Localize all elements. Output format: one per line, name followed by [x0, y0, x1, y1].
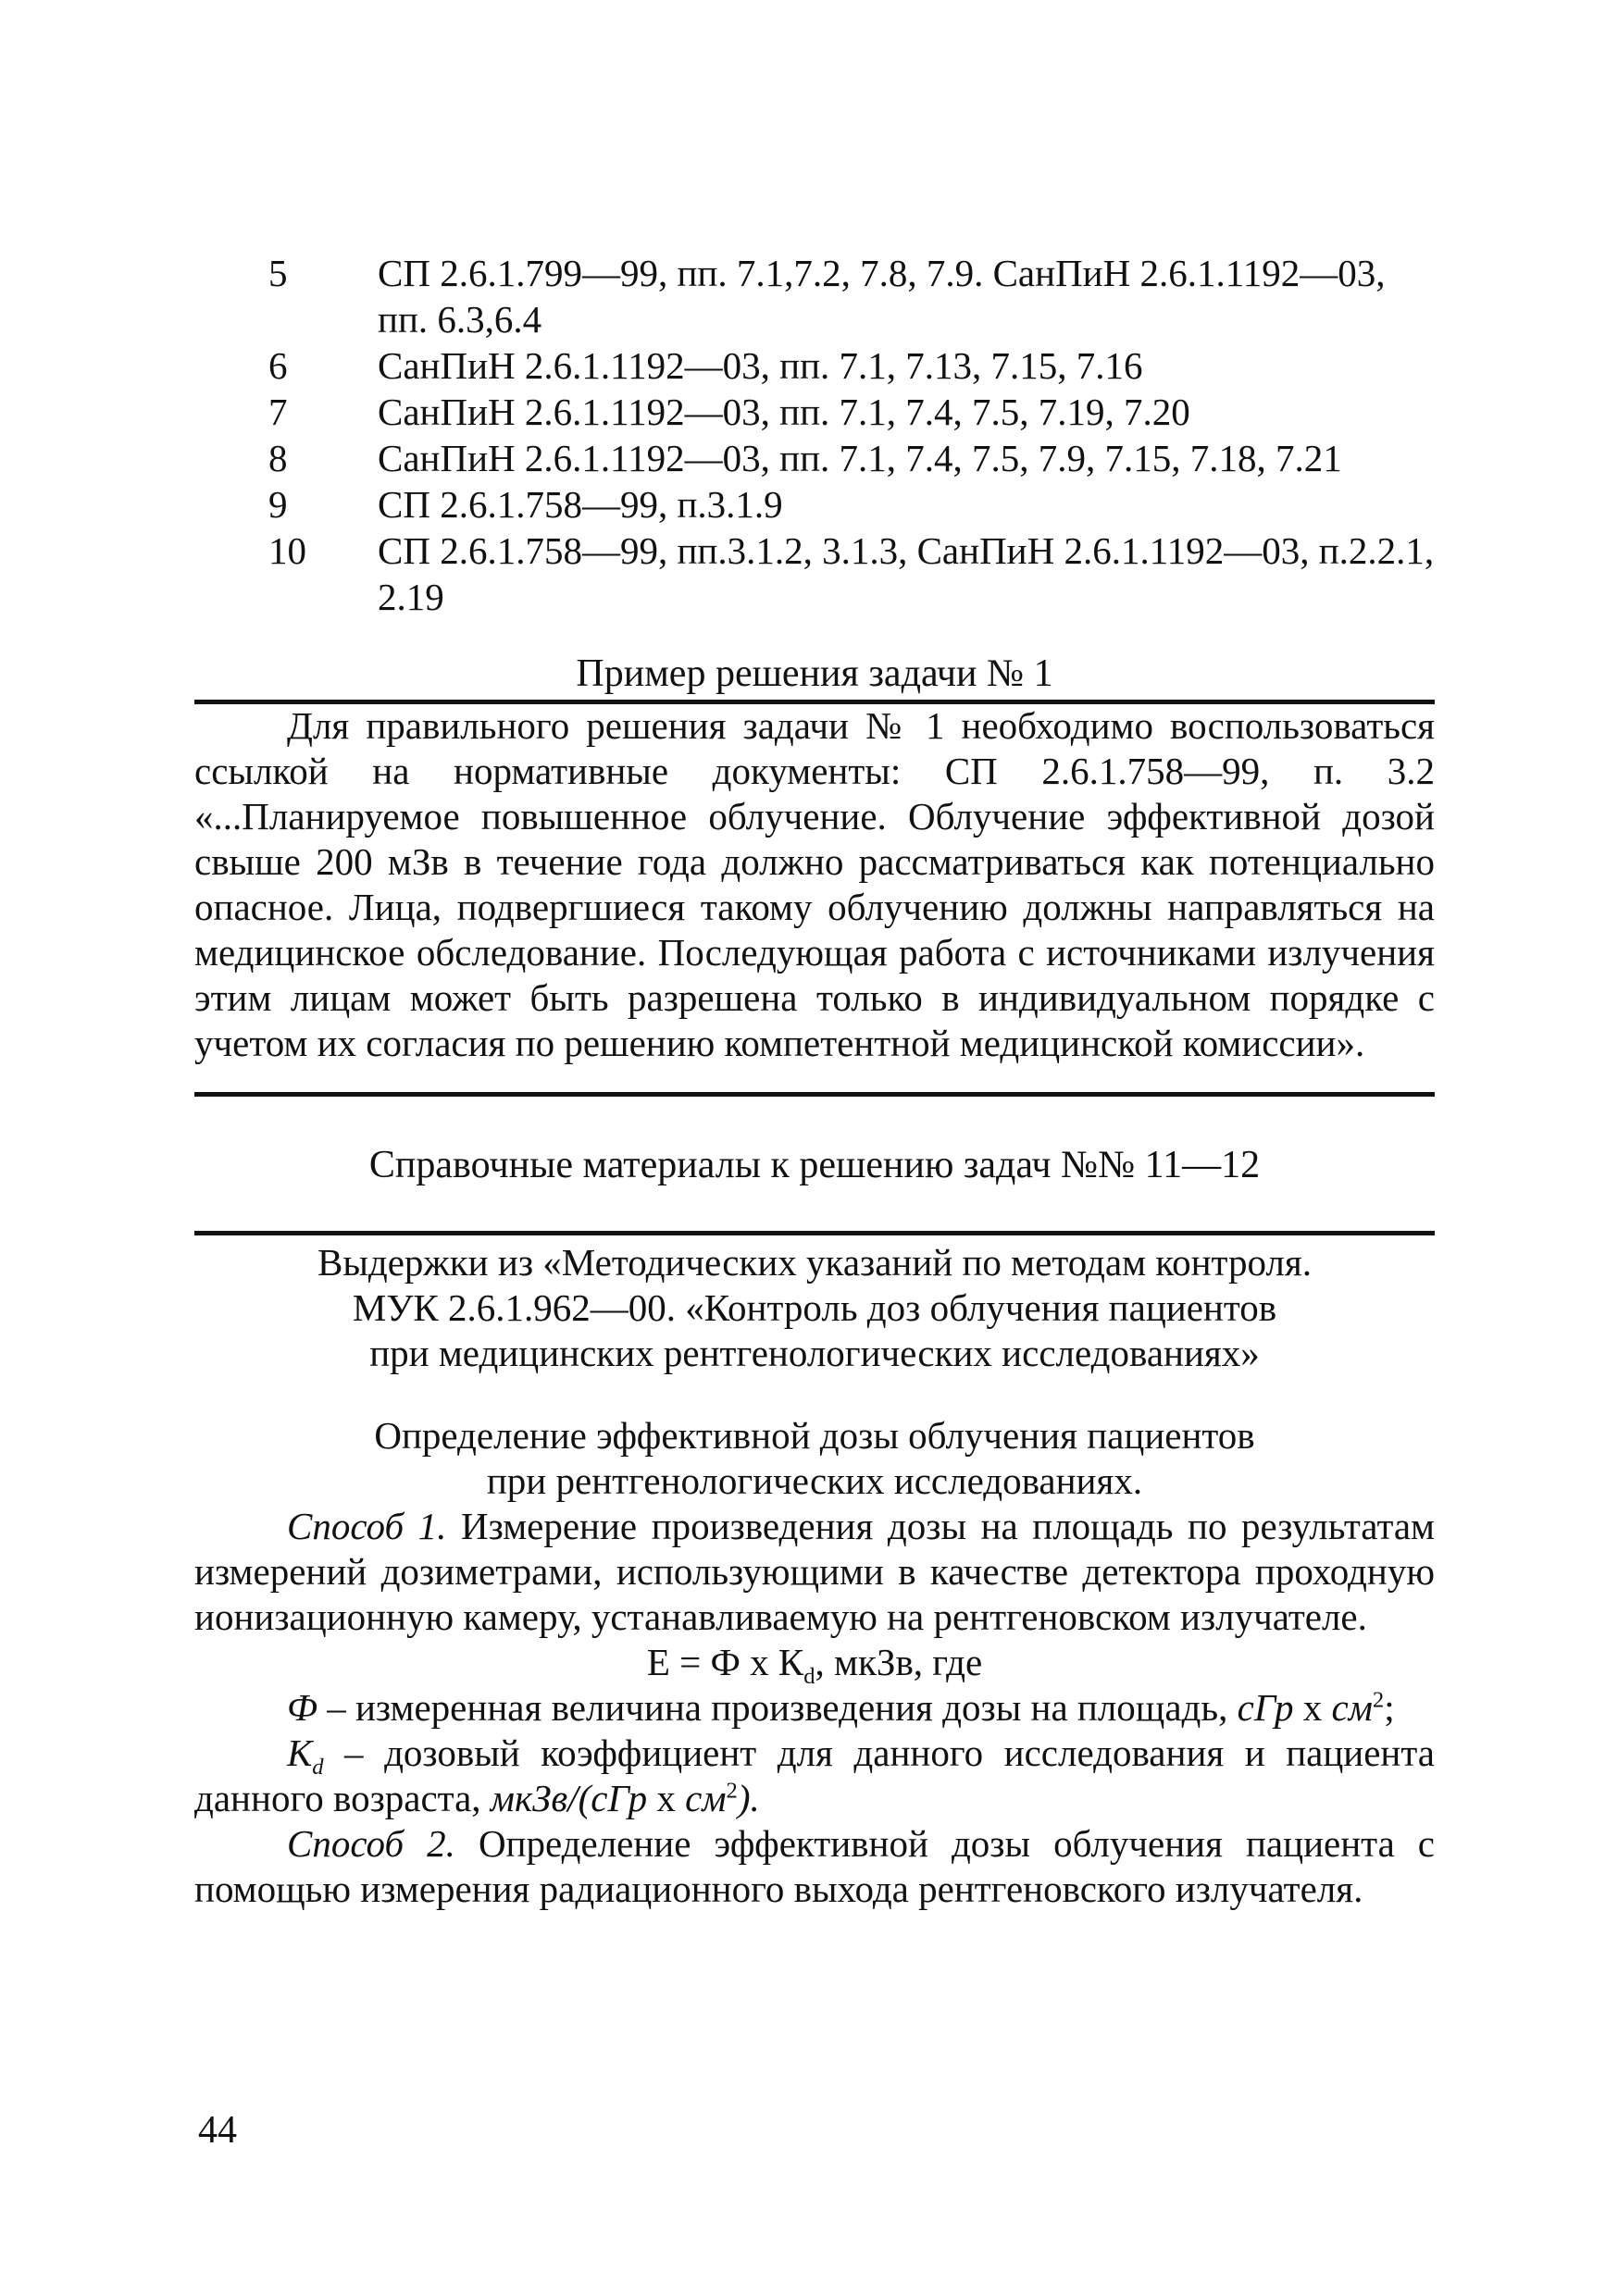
definition-title-line: Определение эффективной дозы облучения пациентов	[374, 1414, 1255, 1457]
formula-left: Е = Ф х К	[646, 1641, 804, 1683]
phi-end: ;	[1384, 1686, 1395, 1729]
reference-number: 7	[268, 391, 288, 433]
method-2-paragraph	[194, 1821, 1435, 1912]
dose-formula	[194, 1640, 1435, 1690]
method-1-label: Способ 1.	[287, 1505, 447, 1547]
reference-number: 10	[268, 529, 306, 572]
example-heading: Пример решения задачи № 1	[576, 652, 1053, 695]
formula-right: , мкЗв, где	[815, 1641, 983, 1683]
phi-text: – измеренная величина произведения дозы на площадь,	[317, 1686, 1238, 1729]
reference-item	[268, 342, 1435, 389]
method-2-text: Определение эффективной дозы облучения пациента с помощью измерения радиационного выхода рентгеновского излучателя.	[194, 1822, 1435, 1910]
definition-title-line: при рентгенологических исследованиях.	[486, 1459, 1143, 1502]
k-symbol: К	[287, 1731, 313, 1774]
reference-text: СанПиН 2.6.1.1192—03, пп. 7.1, 7.4, 7.5, 7.9, 7.15, 7.18, 7.21	[378, 437, 1342, 479]
formula-subscript: d	[803, 1664, 815, 1690]
phi-unit-exponent: 2	[1372, 1687, 1385, 1713]
example-body-text: Для правильного решения задачи № 1 необходимо воспользоваться ссылкой на нормативные документы: СП 2.6.1.758—99, п. 3.2 «...Планируемое повышенное облучение. Облучение эффективной дозой свыше 200 мЗв в течение года должно рассматриваться как потенциально опасное. Лица, подвергшиеся такому облучению должны направляться на медицинское обследование. Последующая работа с источниками излучения этим лицам может быть разрешена только в индивидуальном порядке с учетом их согласия по решению компетентной медицинской комиссии».	[194, 704, 1435, 1064]
reference-text: СП 2.6.1.758—99, пп.3.1.2, 3.1.3, СанПиН 2.6.1.1192—03, п.2.2.1, 2.19	[378, 529, 1435, 618]
k-unit-end: ).	[737, 1777, 760, 1819]
reference-number: 5	[268, 252, 288, 294]
method-2-label: Способ 2.	[287, 1822, 455, 1865]
reference-item	[268, 435, 1435, 481]
phi-unit-multiply: х	[1293, 1686, 1332, 1729]
reference-item	[268, 527, 1435, 620]
k-unit-multiply: х	[647, 1777, 686, 1819]
reference-number: 6	[268, 344, 288, 387]
k-text: – дозовый коэффициент для данного исследования и пациента данного возраста,	[194, 1731, 1435, 1819]
excerpt-line: при медицинских рентгенологических исследованиях»	[369, 1332, 1260, 1374]
k-unit-cm: см	[685, 1777, 727, 1819]
phi-definition	[194, 1685, 1435, 1731]
k-unit-exponent: 2	[726, 1778, 738, 1804]
reference-text: СП 2.6.1.799—99, пп. 7.1,7.2, 7.8, 7.9. СанПиН 2.6.1.1192—03, пп. 6.3,6.4	[378, 252, 1386, 341]
k-definition	[194, 1731, 1435, 1821]
phi-symbol: Ф	[287, 1686, 317, 1729]
k-subscript: d	[312, 1755, 324, 1781]
example-bottom-rule	[194, 1092, 1435, 1097]
reference-item	[268, 250, 1435, 342]
reference-text: СанПиН 2.6.1.1192—03, пп. 7.1, 7.13, 7.15, 7.16	[378, 344, 1143, 387]
phi-unit: сГр	[1237, 1686, 1294, 1729]
excerpt-line: МУК 2.6.1.962—00. «Контроль доз облучения пациентов	[352, 1286, 1277, 1329]
reference-number: 9	[268, 483, 288, 526]
excerpt-title	[194, 1240, 1435, 1376]
reference-item	[268, 481, 1435, 527]
page-number: 44	[198, 2109, 237, 2152]
example-body	[194, 703, 1435, 1066]
k-unit: мкЗв/(сГр	[490, 1777, 648, 1819]
reference-text: СанПиН 2.6.1.1192—03, пп. 7.1, 7.4, 7.5, 7.19, 7.20	[378, 391, 1190, 433]
definition-section	[194, 1413, 1435, 1912]
reference-item	[268, 389, 1435, 435]
reference-text: СП 2.6.1.758—99, п.3.1.9	[378, 483, 783, 526]
reference-number: 8	[268, 437, 288, 479]
excerpt-line: Выдержки из «Методических указаний по методам контроля.	[317, 1241, 1312, 1284]
phi-unit-cm: см	[1331, 1686, 1373, 1729]
method-1-paragraph	[194, 1504, 1435, 1640]
method-1-text: Измерение произведения дозы на площадь по результатам измерений дозиметрами, использующими в качестве детектора проходную ионизационную камеру, устанавливаемую на рентгеновском излучателе.	[194, 1505, 1436, 1638]
reference-materials-heading: Справочные материалы к решению задач №№ 11—12	[368, 1144, 1261, 1186]
reference-list	[268, 250, 1435, 620]
excerpt-top-rule	[194, 1231, 1435, 1235]
